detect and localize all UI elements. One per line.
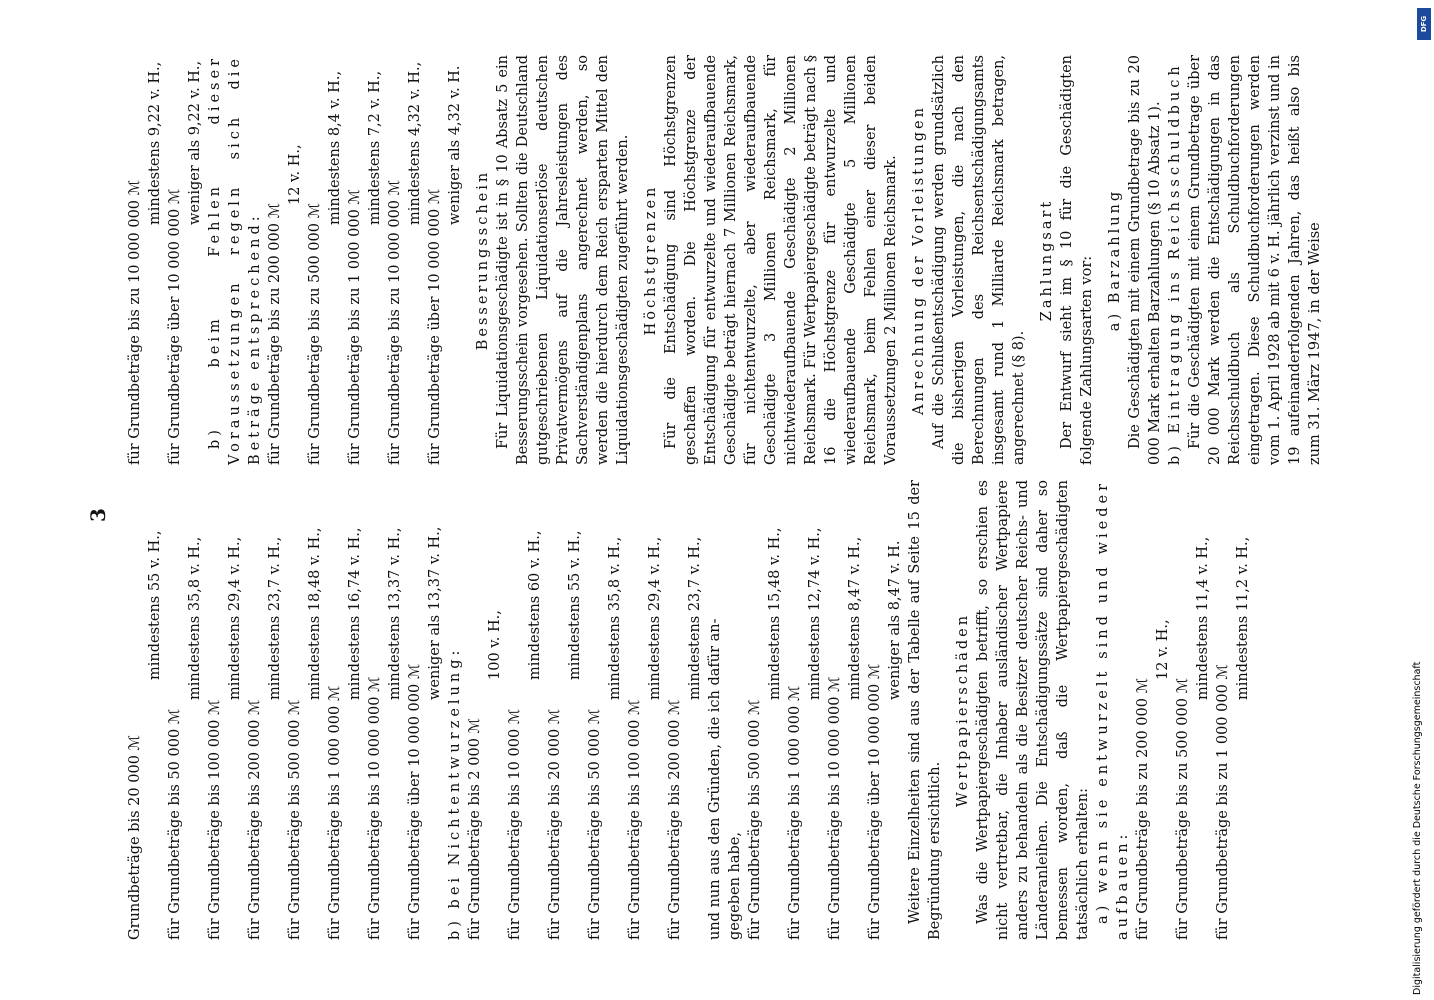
text-line: Für die Entschädigung sind Höchstgrenzen geschaffen worden. Die Höchstgrenze der Entschädigung für entwurzelte und wiederaufbauende Geschädigte beträgt hiernach 7 Millionen Reichsmark, für nichtentwurzelte, aber wiederaufbauende Geschädigte 3 Millionen Reichsmark, für nichtwiederaufbauende Geschädigte 2 Millionen Reichsmark. Für Wertpapiergeschädigte beträgt nach § 16 die Höchstgrenze für entwurzelte und wiederaufbauende Geschädigte 5 Millionen Reichsmark, beim Fehlen einer dieser beiden Voraussetzungen 2 Millionen Reichsmark. bbox=[663, 55, 899, 465]
text-line: mindestens 13,37 v. H., bbox=[387, 527, 403, 700]
text-line: für Grundbeträge bis zu 500 000 ℳ bbox=[307, 202, 323, 465]
text-line: mindestens 29,4 v. H., bbox=[227, 536, 243, 700]
text-line: für Grundbeträge bis 200 000 ℳ bbox=[247, 699, 263, 940]
text-line: mindestens 9,22 v. H., bbox=[147, 61, 163, 225]
text-line: Für die Geschädigten mit einem Grundbetrage über 20 000 Mark werden die Entschädigungen in das Reichsschuldbuch als Schuldbuchforderungen eingetragen. Diese Schuldbuchforderungen werden vom 1. April 1928 ab mit 6 v. H. jährlich verzinst und in 19 aufeinanderfolgenden Jahren, das heißt also bis zum 31. März 1947, in der Weise bbox=[1187, 55, 1323, 465]
text-line: für Grundbeträge über 10 000 000 ℳ bbox=[427, 188, 443, 465]
text-line: für Grundbeträge bis zu 500 000 ℳ bbox=[1175, 677, 1191, 940]
text-line: für Grundbeträge bis 100 000 ℳ bbox=[627, 699, 643, 940]
left-column bbox=[125, 480, 1253, 940]
text-line: 12 v. H., bbox=[287, 144, 303, 205]
text-line: mindestens 11,4 v. H., bbox=[1195, 536, 1211, 700]
text-line: für Grundbeträge bis 500 000 ℳ bbox=[287, 699, 303, 940]
text-line: b) Eintragung ins Reichsschuldbuch bbox=[1167, 62, 1183, 465]
text-line: für Grundbeträge bis 10 000 000 ℳ bbox=[367, 676, 383, 940]
text-line: weniger als 8,47 v. H. bbox=[887, 540, 903, 700]
text-line: mindestens 12,74 v. H., bbox=[807, 527, 823, 700]
text-line: für Grundbeträge bis 200 000 ℳ bbox=[667, 699, 683, 940]
text-line: mindestens 11,2 v. H., bbox=[1235, 536, 1251, 700]
text-line: Höchstgrenzen bbox=[643, 184, 659, 336]
text-line: Was die Wertpapiergeschädigten betrifft, so erschien es nicht vertretbar, die Inhaber ausländischer Wertpapiere anders zu behandeln als die Besitzer deutscher Reichs- und Länderanleihen. Die Entschädigungssätze sind daher so bemessen worden, daß die Wertpapiergeschädigten tatsächlich erhalten: bbox=[975, 480, 1091, 940]
text-line: mindestens 15,48 v. H., bbox=[767, 527, 783, 700]
text-line: mindestens 35,8 v. H., bbox=[607, 536, 623, 700]
text-line: für Grundbeträge bis zu 200 000 ℳ bbox=[267, 202, 283, 465]
text-line: und nun aus den Gründen, die ich dafür an- bbox=[707, 618, 723, 940]
text-line: für Grundbeträge über 10 000 000 ℳ bbox=[407, 663, 423, 940]
text-line: weniger als 4,32 v. H. bbox=[447, 65, 463, 225]
text-line: weniger als 13,37 v. H., bbox=[427, 526, 443, 700]
text-line: mindestens 8,4 v. H., bbox=[327, 70, 343, 225]
text-line: a) Barzahlung bbox=[1107, 188, 1123, 332]
text-line: mindestens 7,2 v. H., bbox=[367, 70, 383, 225]
right-column bbox=[125, 55, 1325, 465]
digitization-strip bbox=[1412, 0, 1432, 1000]
page-number: 3 bbox=[86, 508, 110, 522]
text-line: Für Liquidationsgeschädigte ist in § 10 Absatz 5 ein Besserungsschein vorgesehen. Sollten die Deutschland gutgeschriebenen Liquidationserlöse deutschen Privatvermögens auf die Jahresleistungen des Sachverständigenplans angerechnet werden, so werden die hierdurch dem Reich ersparten Mittel den Liquidationsgeschädigten zugeführt werden. bbox=[495, 55, 631, 465]
text-line: für Grundbeträge bis zu 1 000 000 ℳ bbox=[1215, 664, 1231, 940]
text-line: für Grundbeträge bis 10 000 000 ℳ bbox=[827, 676, 843, 940]
text-line: mindestens 8,47 v. H., bbox=[847, 536, 863, 700]
text-line: mindestens 60 v. H., bbox=[527, 530, 543, 680]
text-line: Wertpapierschäden bbox=[955, 612, 971, 808]
text-line: mindestens 35,8 v. H., bbox=[187, 536, 203, 700]
text-line: für Grundbeträge bis zu 10 000 000 ℳ bbox=[127, 179, 143, 465]
text-line: mindestens 29,4 v. H., bbox=[647, 536, 663, 700]
text-line: für Grundbeträge bis 100 000 ℳ bbox=[207, 699, 223, 940]
text-line: mindestens 55 v. H., bbox=[567, 530, 583, 680]
text-line: für Grundbeträge bis 1 000 000 ℳ bbox=[787, 685, 803, 940]
text-line: mindestens 55 v. H., bbox=[147, 530, 163, 680]
text-line: für Grundbeträge bis zu 1 000 000 ℳ bbox=[347, 189, 363, 465]
text-line: für Grundbeträge bis 50 000 ℳ bbox=[587, 708, 603, 940]
text-line: weniger als 9,22 v. H., bbox=[187, 60, 203, 225]
text-line: für Grundbeträge bis 20 000 ℳ bbox=[547, 708, 563, 940]
text-line: mindestens 18,48 v. H., bbox=[307, 527, 323, 700]
text-line: 12 v. H., bbox=[1155, 619, 1171, 680]
text-line: Anrechnung der Vorleistungen bbox=[911, 105, 927, 415]
text-line: a) wenn sie entwurzelt sind und wieder aufbauen: bbox=[1095, 480, 1131, 940]
text-line: 100 v. H., bbox=[487, 610, 503, 680]
text-line: mindestens 16,74 v. H., bbox=[347, 527, 363, 700]
text-line: für Grundbeträge bis zu 10 000 000 ℳ bbox=[387, 179, 403, 465]
text-line: für Grundbeträge über 10 000 000 ℳ bbox=[867, 663, 883, 940]
text-line: für Grundbeträge über 10 000 000 ℳ bbox=[167, 188, 183, 465]
dfg-logo bbox=[1417, 8, 1431, 40]
text-line: Auf die Schlußentschädigung werden grundsätzlich die bisherigen Vorleistungen, die nach den Berechnungen des Reichsentschädigungsamts insgesamt rund 1 Milliarde Reichsmark betragen, angerechnet (§ 8). bbox=[931, 55, 1027, 465]
text-line: Grundbeträge bis 20 000 ℳ bbox=[127, 734, 143, 940]
text-line: Besserungsschein bbox=[475, 169, 491, 351]
text-line: für Grundbeträge bis 50 000 ℳ bbox=[167, 708, 183, 940]
text-line: für Grundbeträge bis 2 000 ℳ bbox=[467, 717, 483, 940]
text-line: für Grundbeträge bis zu 200 000 ℳ bbox=[1135, 677, 1151, 940]
text-line: mindestens 23,7 v. H., bbox=[267, 536, 283, 700]
dfg-logo-text: DFG bbox=[1420, 15, 1428, 33]
text-line: Die Geschädigten mit einem Grundbetrage bis zu 20 000 Mark erhalten Barzahlungen (§ 10 Absatz 1). bbox=[1127, 55, 1163, 465]
text-line: Zahlungsart bbox=[1039, 198, 1055, 322]
text-line: b) bei Nichtentwurzelung: bbox=[447, 646, 463, 940]
digitization-note: Digitalisierung gefördert durch die Deutsche Forschungsgemeinschaft bbox=[1412, 661, 1423, 995]
text-line: für Grundbeträge bis 10 000 ℳ bbox=[507, 708, 523, 940]
text-line: mindestens 4,32 v. H., bbox=[407, 61, 423, 225]
text-line: Der Entwurf sieht im § 10 für die Geschädigten folgende Zahlungsarten vor: bbox=[1059, 55, 1095, 465]
text-line: für Grundbeträge bis 1 000 000 ℳ bbox=[327, 685, 343, 940]
text-line: mindestens 23,7 v. H., bbox=[687, 536, 703, 700]
text-line: b) beim Fehlen dieser Voraussetzungen regeln sich die Beträge entsprechend: bbox=[207, 55, 263, 465]
text-line: Weitere Einzelheiten sind aus der Tabelle auf Seite 15 der Begründung ersichtlich. bbox=[907, 480, 943, 940]
text-line: für Grundbeträge bis 500 000 ℳ bbox=[747, 699, 763, 940]
text-line: gegeben habe, bbox=[727, 832, 743, 940]
